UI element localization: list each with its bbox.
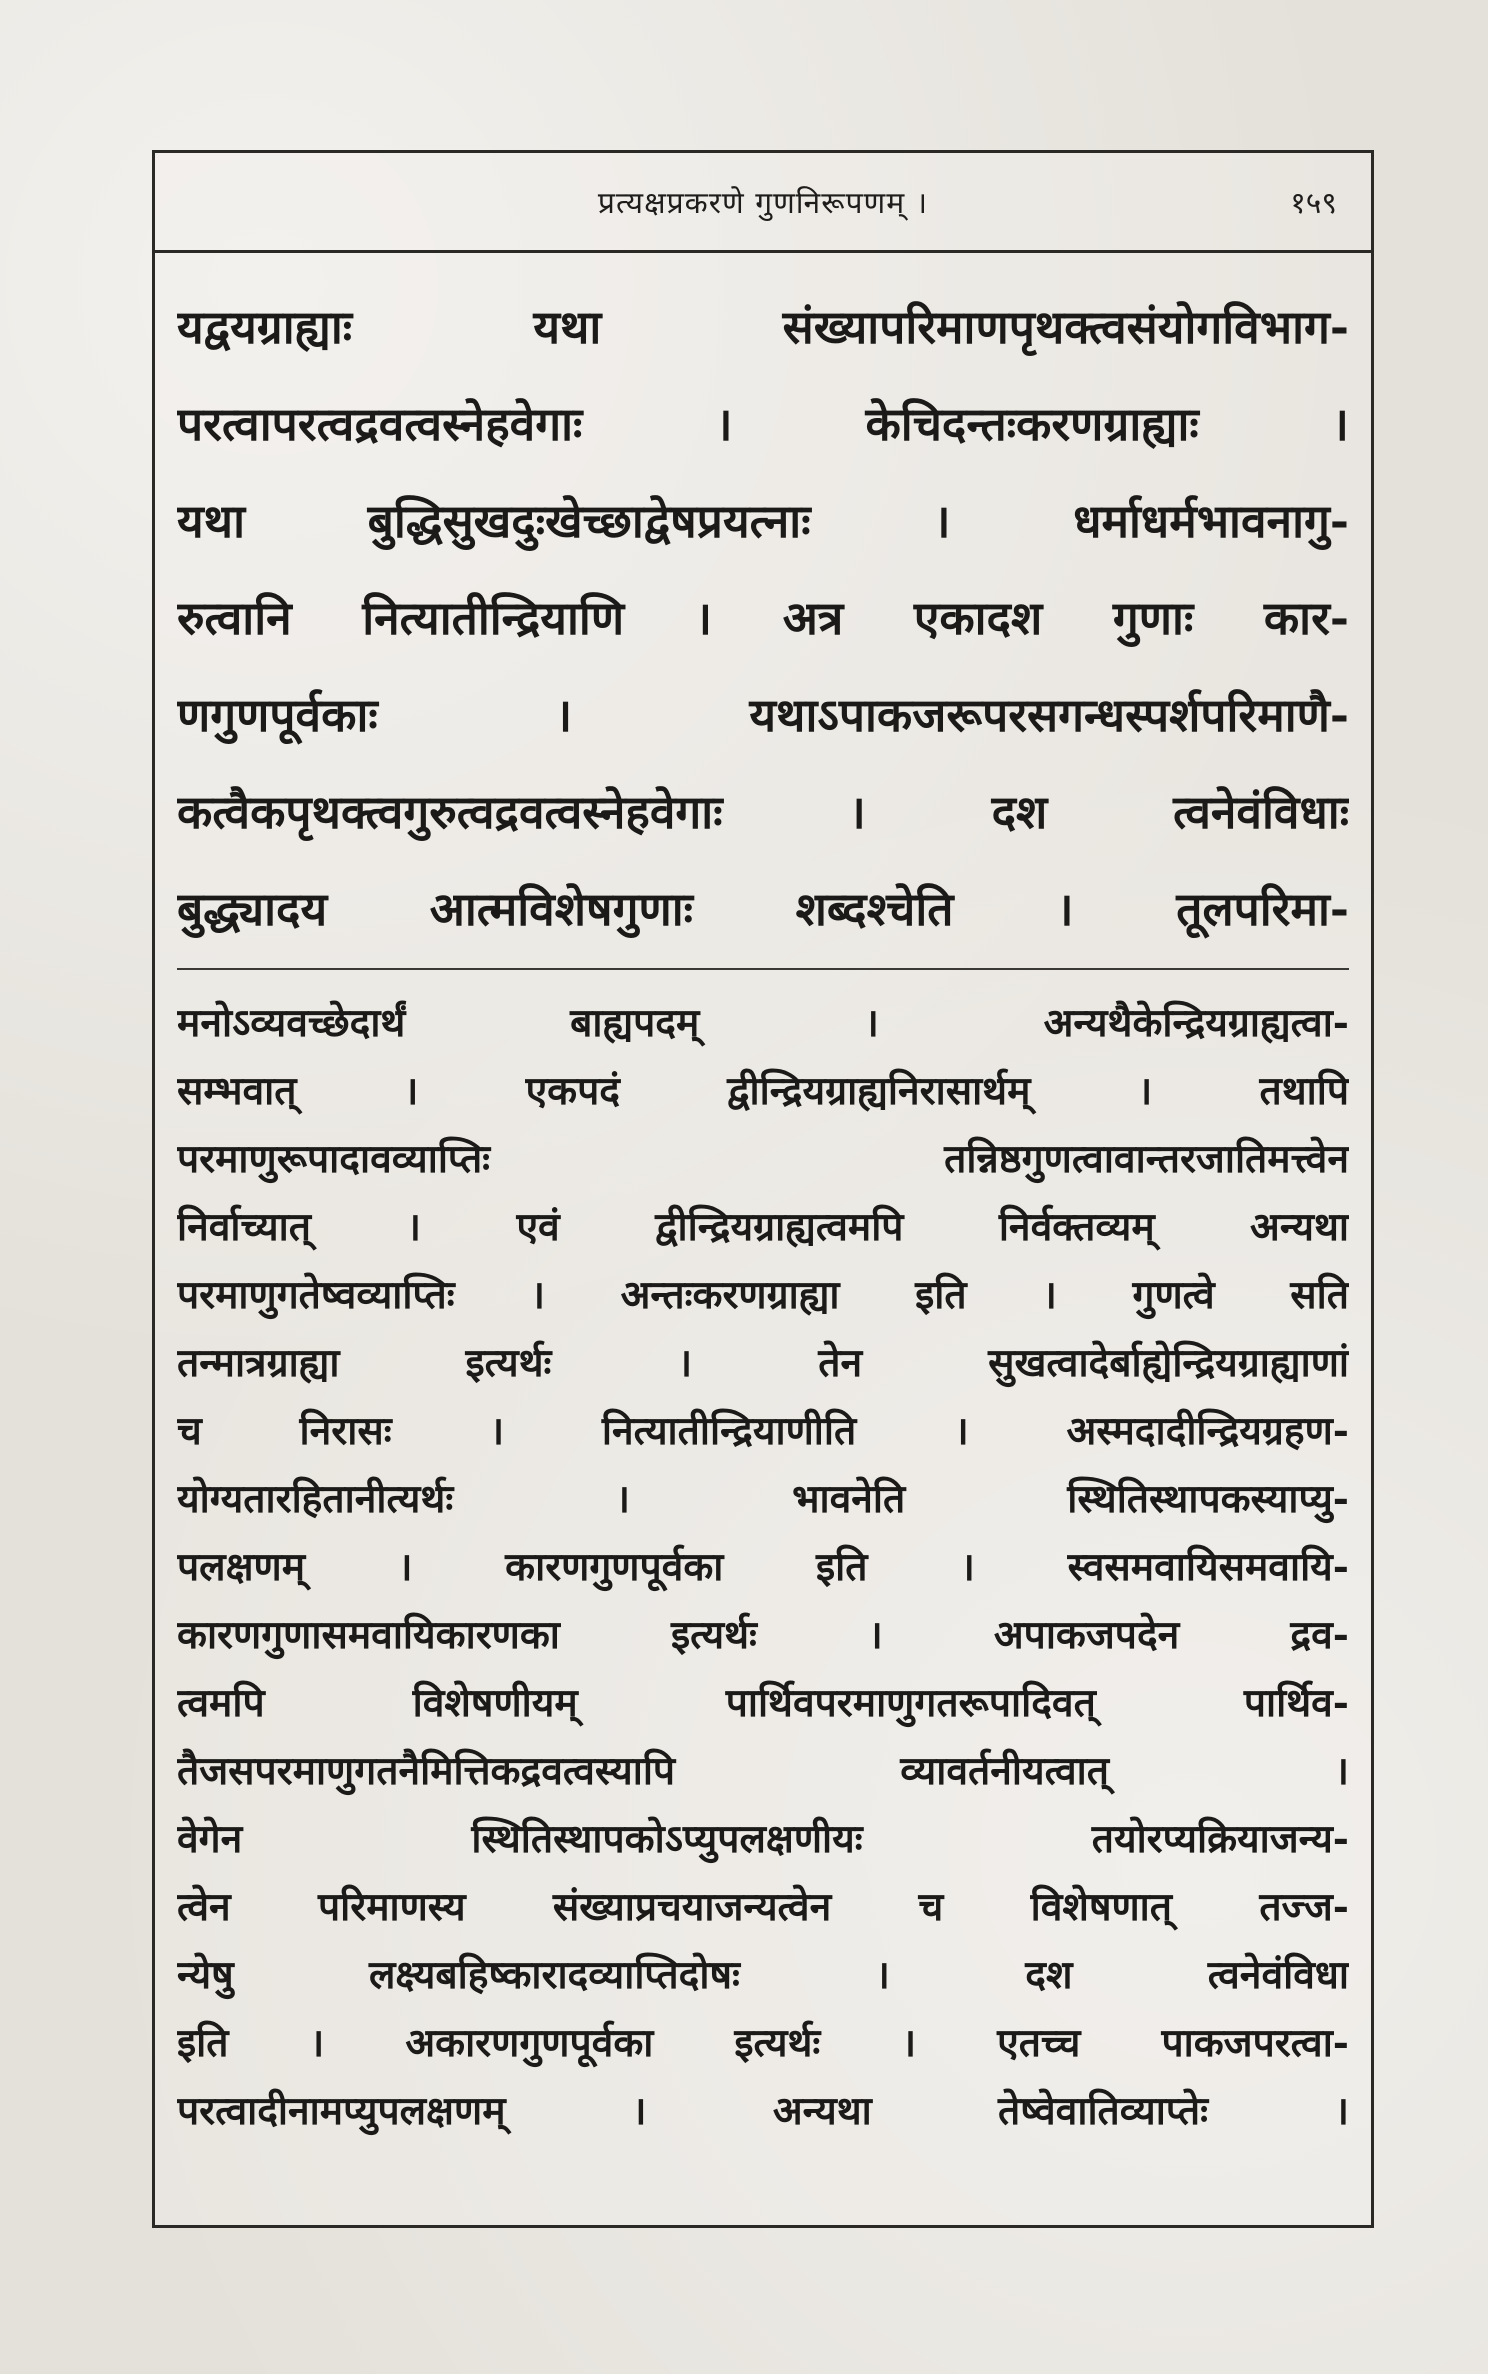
commentary-divider (177, 968, 1349, 970)
main-text-line: यद्वयग्राह्याः यथा संख्यापरिमाणपृथक्त्वसंयोगविभाग- (177, 300, 1349, 354)
main-text-line: रुत्वानि नित्यातीन्द्रियाणि । अत्र एकादश गुणाः कार- (177, 591, 1349, 645)
main-text-block (177, 279, 1349, 959)
commentary-line: सम्भवात् । एकपदं द्वीन्द्रियग्राह्यनिरासार्थम् । तथापि (177, 1068, 1349, 1114)
commentary-line: च निरासः । नित्यातीन्द्रियाणीति । अस्मदादीन्द्रियग्रहण- (177, 1408, 1349, 1454)
main-text-line: कत्वैकपृथक्त्वगुरुत्वद्रवत्वस्नेहवेगाः । दश त्वनेवंविधाः (177, 785, 1349, 839)
main-text-line: परत्वापरत्वद्रवत्वस्नेहवेगाः । केचिदन्तःकरणग्राह्याः । (177, 397, 1349, 451)
commentary-line: कारणगुणासमवायिकारणका इत्यर्थः । अपाकजपदेन द्रव- (177, 1612, 1349, 1658)
main-text-line: णगुणपूर्वकाः । यथाऽपाकजरूपरसगन्धस्पर्शपरिमाणै- (177, 688, 1349, 742)
commentary-line: न्येषु लक्ष्यबहिष्कारादव्याप्तिदोषः । दश त्वनेवंविधा (177, 1952, 1349, 1998)
main-text-line: यथा बुद्धिसुखदुःखेच्छाद्वेषप्रयत्नाः । धर्माधर्मभावनागु- (177, 494, 1349, 548)
commentary-line: पलक्षणम् । कारणगुणपूर्वका इति । स्वसमवायिसमवायि- (177, 1544, 1349, 1590)
commentary-line: परत्वादीनामप्युपलक्षणम् । अन्यथा तेष्वेवातिव्याप्तेः । (177, 2088, 1349, 2134)
page-header-title: प्रत्यक्षप्रकरणे गुणनिरूपणम् । (597, 186, 929, 221)
commentary-line: परमाणुगतेष्वव्याप्तिः । अन्तःकरणग्राह्या इति । गुणत्वे सति (177, 1272, 1349, 1318)
main-text-line: बुद्ध्यादय आत्मविशेषगुणाः शब्दश्चेति । तूलपरिमा- (177, 882, 1349, 936)
page-number: १५९ (1290, 186, 1337, 221)
commentary-line: मनोऽव्यवच्छेदार्थं बाह्यपदम् । अन्यथैकेन्द्रियग्राह्यत्वा- (177, 1000, 1349, 1046)
commentary-block (177, 989, 1349, 2219)
commentary-line: तन्मात्रग्राह्या इत्यर्थः । तेन सुखत्वादेर्बाह्येन्द्रियग्राह्याणां (177, 1340, 1349, 1386)
commentary-line: त्वमपि विशेषणीयम् पार्थिवपरमाणुगतरूपादिवत् पार्थिव- (177, 1680, 1349, 1726)
commentary-line: योग्यतारहितानीत्यर्थः । भावनेति स्थितिस्थापकस्याप्यु- (177, 1476, 1349, 1522)
commentary-line: तैजसपरमाणुगतनैमित्तिकद्रवत्वस्यापि व्यावर्तनीयत्वात् । (177, 1748, 1349, 1794)
commentary-line: वेगेन स्थितिस्थापकोऽप्युपलक्षणीयः तयोरप्यक्रियाजन्य- (177, 1816, 1349, 1862)
commentary-line: परमाणुरूपादावव्याप्तिः तन्निष्ठगुणत्वावान्तरजातिमत्त्वेन (177, 1136, 1349, 1182)
commentary-line: इति । अकारणगुणपूर्वका इत्यर्थः । एतच्च पाकजपरत्वा- (177, 2020, 1349, 2066)
commentary-line: निर्वाच्यात् । एवं द्वीन्द्रियग्राह्यत्वमपि निर्वक्तव्यम् अन्यथा (177, 1204, 1349, 1250)
text-frame (152, 150, 1374, 2228)
running-head (155, 153, 1371, 253)
commentary-line: त्वेन परिमाणस्य संख्याप्रचयाजन्यत्वेन च विशेषणात् तज्ज- (177, 1884, 1349, 1930)
